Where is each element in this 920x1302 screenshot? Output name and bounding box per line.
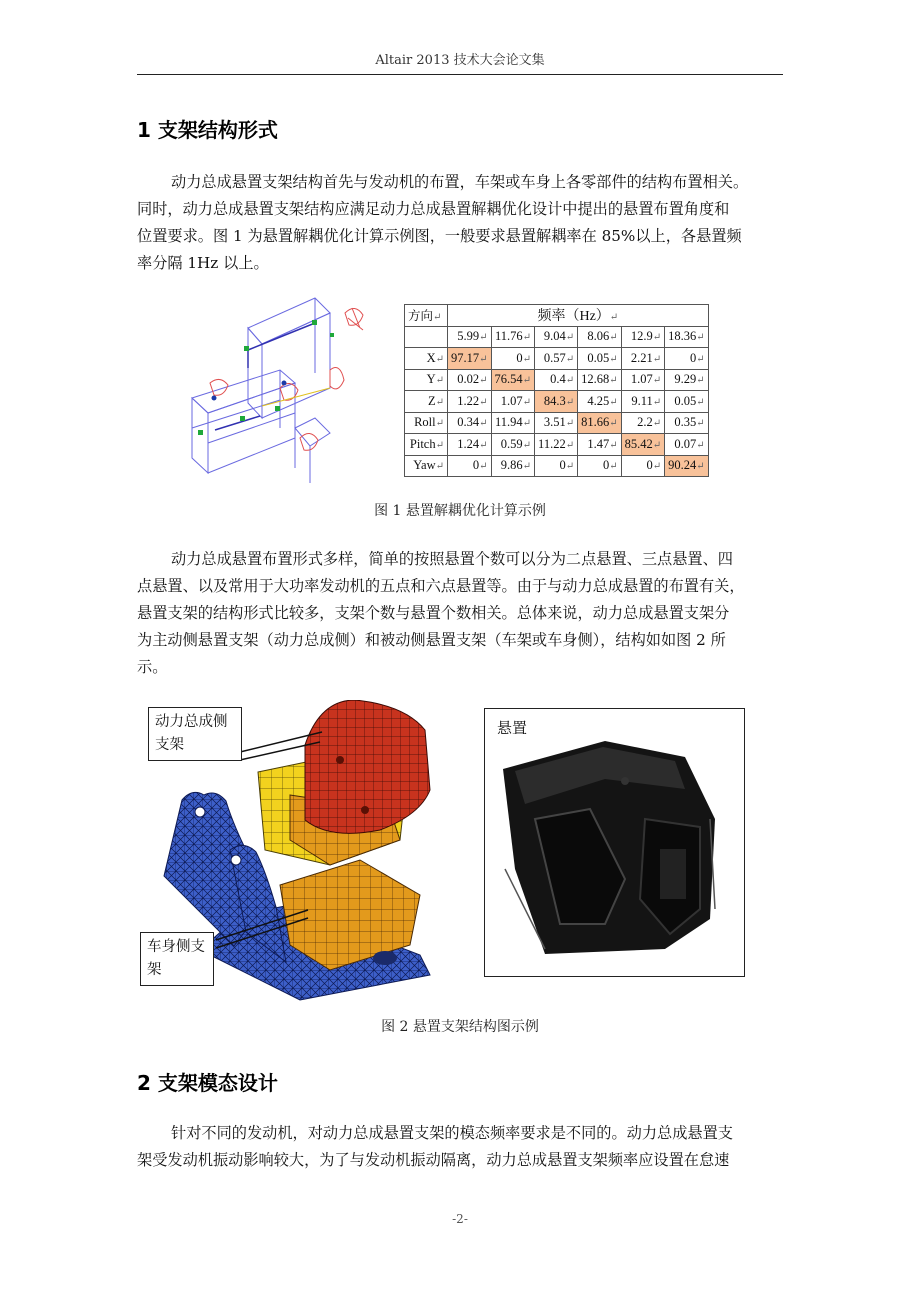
table-cell: 0.05↵	[578, 348, 622, 370]
table-row-header: Z↵	[405, 391, 448, 413]
table-row-header: Yaw↵	[405, 455, 448, 477]
decoupling-model-diagram	[180, 288, 390, 488]
table-cell: 4.25↵	[578, 391, 622, 413]
table-cell: 0.07↵	[665, 434, 709, 456]
table-cell: 76.54↵	[491, 369, 535, 391]
section-2-paragraph-1	[137, 1120, 787, 1174]
mount-label: 悬置	[497, 719, 528, 737]
running-header: Altair 2013 技术大会论文集	[137, 48, 783, 75]
table-cell: 9.11↵	[621, 391, 665, 413]
table-cell: 1.24↵	[448, 434, 492, 456]
section-1-paragraph-1	[137, 169, 787, 277]
decoupling-rate-table	[404, 304, 709, 477]
table-row	[405, 348, 709, 370]
table-cell: 5.99↵	[448, 326, 492, 348]
figure-2-caption: 图 2 悬置支架结构图示例	[381, 1019, 539, 1035]
text-line: 点悬置、以及常用于大功率发动机的五点和六点悬置等。由于与动力总成悬置的布置有关，	[137, 577, 745, 595]
table-row	[405, 412, 709, 434]
table-row-header: Roll↵	[405, 412, 448, 434]
table-cell: 0↵	[491, 348, 535, 370]
section-1-title: 1 支架结构形式	[137, 118, 278, 142]
text-line: 悬置支架的结构形式比较多，支架个数与悬置个数相关。总体来说，动力总成悬置支架分	[137, 604, 730, 622]
table-cell: 1.07↵	[491, 391, 535, 413]
text-line: 针对不同的发动机，对动力总成悬置支架的模态频率要求是不同的。动力总成悬置支	[171, 1124, 733, 1142]
table-cell: 0.02↵	[448, 369, 492, 391]
active-side-bracket-label: 动力总成侧支架	[148, 707, 242, 761]
table-cell: 2.21↵	[621, 348, 665, 370]
text-line: 示。	[137, 658, 168, 676]
table-cell: 9.04↵	[535, 326, 578, 348]
table-cell: 0↵	[621, 455, 665, 477]
text-line: 率分隔 1Hz 以上。	[137, 254, 269, 272]
table-header-cell: 频率（Hz）↵	[448, 305, 709, 327]
text-line: 动力总成悬置布置形式多样，简单的按照悬置个数可以分为二点悬置、三点悬置、四	[171, 550, 733, 568]
table-row-header: X↵	[405, 348, 448, 370]
table-row	[405, 391, 709, 413]
table-cell: 1.22↵	[448, 391, 492, 413]
table-row	[405, 455, 709, 477]
table-cell: 11.22↵	[535, 434, 578, 456]
table-cell: 85.42↵	[621, 434, 665, 456]
table-cell: 0.57↵	[535, 348, 578, 370]
table-cell: 97.17↵	[448, 348, 492, 370]
page-number: -2-	[452, 1212, 468, 1226]
table-cell: 9.86↵	[491, 455, 535, 477]
table-row-header: Y↵	[405, 369, 448, 391]
mount-photo-frame	[484, 708, 745, 977]
table-cell: 11.94↵	[491, 412, 535, 434]
table-cell	[405, 326, 448, 348]
table-freq-row	[405, 326, 709, 348]
passive-side-bracket-label: 车身侧支架	[140, 932, 214, 986]
table-cell: 9.29↵	[665, 369, 709, 391]
table-cell: 0↵	[665, 348, 709, 370]
section-1-paragraph-2	[137, 546, 787, 681]
mount-photo	[485, 709, 744, 976]
text-line: 同时，动力总成悬置支架结构应满足动力总成悬置解耦优化设计中提出的悬置布置角度和	[137, 200, 730, 218]
table-cell: 18.36↵	[665, 326, 709, 348]
table-cell: 0↵	[448, 455, 492, 477]
table-cell: 0.59↵	[491, 434, 535, 456]
table-cell: 1.07↵	[621, 369, 665, 391]
table-row-header: Pitch↵	[405, 434, 448, 456]
text-line: 架受发动机振动影响较大，为了与发动机振动隔离，动力总成悬置支架频率应设置在怠速	[137, 1151, 730, 1169]
table-cell: 84.3↵	[535, 391, 578, 413]
table-cell: 1.47↵	[578, 434, 622, 456]
section-2-title: 2 支架模态设计	[137, 1071, 278, 1095]
table-row	[405, 369, 709, 391]
table-cell: 8.06↵	[578, 326, 622, 348]
table-cell: 3.51↵	[535, 412, 578, 434]
table-cell: 11.76↵	[491, 326, 535, 348]
text-line: 动力总成悬置支架结构首先与发动机的布置，车架或车身上各零部件的结构布置相关。	[171, 173, 749, 191]
figure-1-caption: 图 1 悬置解耦优化计算示例	[374, 503, 546, 519]
table-cell: 0↵	[578, 455, 622, 477]
table-cell: 0↵	[535, 455, 578, 477]
table-row	[405, 434, 709, 456]
table-cell: 81.66↵	[578, 412, 622, 434]
text-line: 为主动侧悬置支架（动力总成侧）和被动侧悬置支架（车架或车身侧），结构如如图 2 所	[137, 631, 726, 649]
table-cell: 0.34↵	[448, 412, 492, 434]
table-cell: 0.4↵	[535, 369, 578, 391]
table-cell: 0.05↵	[665, 391, 709, 413]
table-cell: 90.24↵	[665, 455, 709, 477]
table-cell: 2.2↵	[621, 412, 665, 434]
table-cell: 12.9↵	[621, 326, 665, 348]
text-line: 位置要求。图 1 为悬置解耦优化计算示例图，一般要求悬置解耦率在 85%以上，各悬置频	[137, 227, 742, 245]
table-corner-cell: 方向↵	[405, 305, 448, 327]
table-cell: 0.35↵	[665, 412, 709, 434]
table-cell: 12.68↵	[578, 369, 622, 391]
table-header-row	[405, 305, 709, 327]
